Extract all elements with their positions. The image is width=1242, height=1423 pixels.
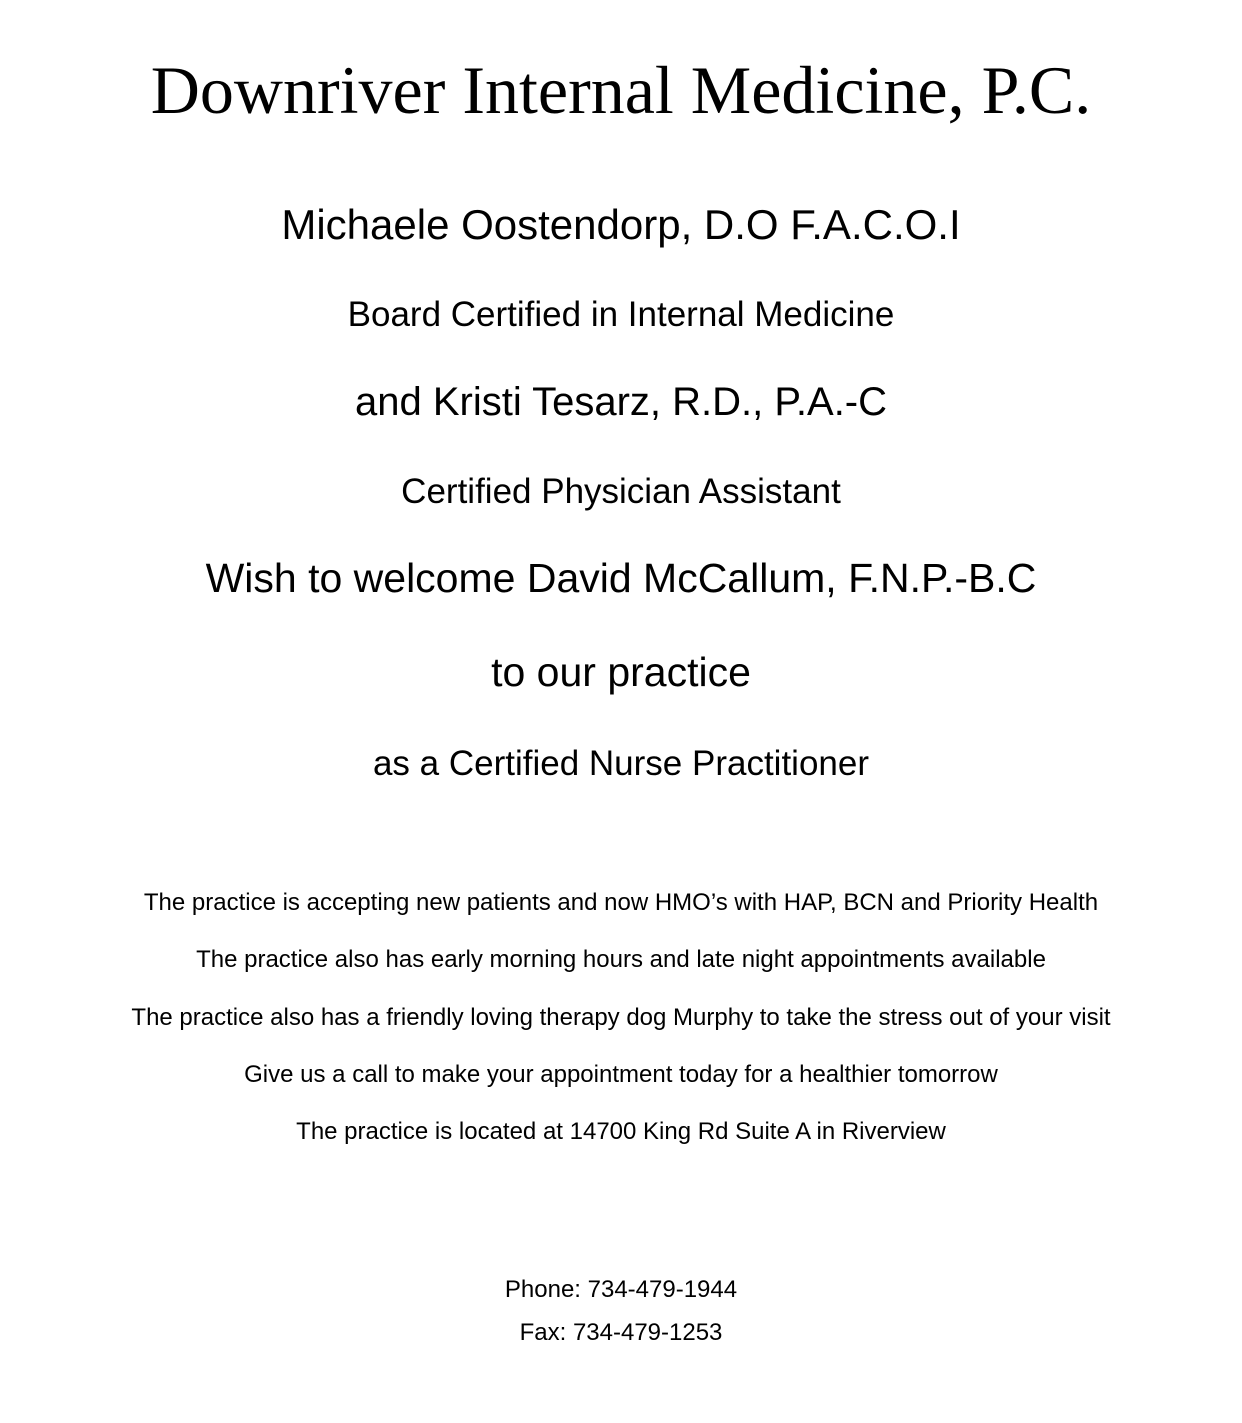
info-line-call-to-action: Give us a call to make your appointment today for a healthier tomorrow <box>244 1061 998 1088</box>
doctor-name: Michaele Oostendorp, D.O F.A.C.O.I <box>281 201 961 248</box>
doctor-credential: Board Certified in Internal Medicine <box>347 295 895 334</box>
welcome-announcement: Wish to welcome David McCallum, F.N.P.-B.C <box>205 555 1037 601</box>
assistant-credential: Certified Physician Assistant <box>401 472 841 511</box>
info-line-hours: The practice also has early morning hours and late night appointments available <box>196 946 1046 973</box>
assistant-name: and Kristi Tesarz, R.D., P.A.-C <box>354 380 888 424</box>
info-line-therapy-dog: The practice also has a friendly loving therapy dog Murphy to take the stress out of your visit <box>131 1004 1111 1031</box>
role-line: as a Certified Nurse Practitioner <box>372 744 870 783</box>
page-title: Downriver Internal Medicine, P.C. <box>150 52 1092 128</box>
info-line-new-patients: The practice is accepting new patients and now HMO’s with HAP, BCN and Priority Health <box>143 889 1099 916</box>
phone-number: Phone: 734-479-1944 <box>504 1276 738 1303</box>
info-line-location: The practice is located at 14700 King Rd Suite A in Riverview <box>296 1118 946 1145</box>
practice-line: to our practice <box>491 649 751 695</box>
fax-number: Fax: 734-479-1253 <box>519 1319 723 1346</box>
